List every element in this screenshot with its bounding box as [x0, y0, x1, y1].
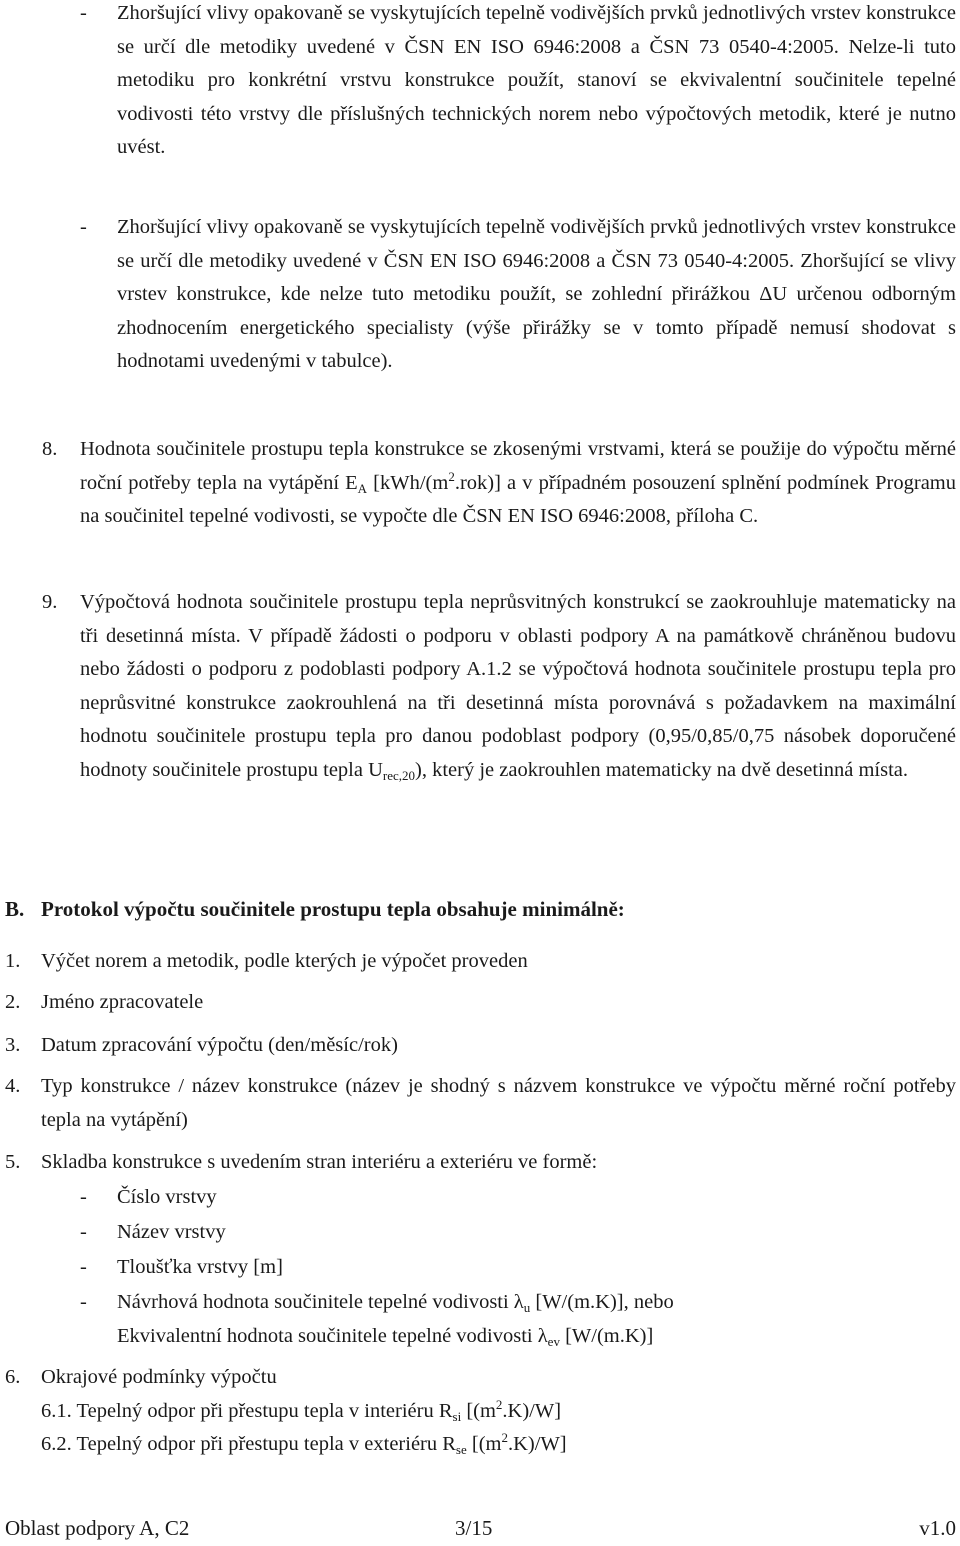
subscript: rec,20 [382, 767, 416, 783]
text-run: .K)/W] [502, 1400, 562, 1422]
superscript: 2 [448, 468, 455, 484]
numbered-paragraph-8 [0, 433, 956, 534]
text-run: [W/(m.K)], nebo [530, 1291, 674, 1313]
dash-marker: - [80, 1256, 87, 1278]
sub-list-item [41, 1395, 561, 1429]
footer-program-label: Oblast podpory A, C2 [5, 1516, 190, 1540]
paragraph-text [80, 433, 956, 534]
section-marker: B. [5, 897, 25, 921]
page-number: 3/15 [455, 1516, 493, 1540]
text-run: [kWh/(m [367, 471, 449, 494]
item-text: Okrajové podmínky výpočtu [41, 1366, 277, 1388]
bullet-paragraph [0, 0, 956, 165]
dash-marker: - [80, 1186, 87, 1208]
bullet-paragraph [0, 211, 956, 379]
subscript: si [452, 1409, 462, 1424]
list-item [0, 1361, 956, 1395]
text-run: [(m [461, 1400, 496, 1422]
list-item [0, 1070, 956, 1137]
text-run: ), který je zaokrouhlen matematicky na dvě desetinná místa. [415, 758, 908, 781]
sub-list-item [41, 1428, 567, 1462]
text-run: 6.1. Tepelný odpor při přestupu tepla v interiéru R [41, 1400, 453, 1422]
numbered-paragraph-9 [0, 586, 956, 787]
text-run: Výpočtová hodnota součinitele prostupu tepla neprůsvitných konstrukcí se zaokrouhluje matematicky na tři desetinná místa. V případě žádosti o podporu v oblasti podpory A na památkově chráněnou budovu nebo žádosti o podporu z podoblasti podpory A.1.2 se výpočtová hodnota součinitele prostupu tepla pro neprůsvitné konstrukce zaokrouhlená na tři desetinná místa porovnává s požadavkem na maximální hodnotu součinitele prostupu tepla pro danou podoblast podpory (0,95/0,85/0,75 násobek doporučené hodnoty součinitele prostupu tepla U [80, 591, 956, 781]
text-run: Ekvivalentní hodnota součinitele tepelné vodivosti λ [117, 1324, 548, 1347]
text-run: [W/(m.K)] [559, 1324, 654, 1347]
list-item [0, 986, 956, 1020]
sub-item-text [117, 1286, 956, 1353]
subscript: A [357, 480, 368, 496]
paragraph-number: 8. [42, 438, 58, 460]
sub-list-item [0, 1251, 956, 1285]
document-version: v1.0 [919, 1516, 956, 1540]
subscript: se [455, 1442, 467, 1457]
dash-marker: - [80, 1221, 87, 1243]
item-number: 3. [5, 1034, 21, 1056]
list-item [0, 945, 956, 979]
text-run: 6.2. Tepelný odpor při přestupu tepla v exteriéru R [41, 1433, 456, 1455]
sub-list-item [0, 1216, 956, 1250]
paragraph-text [80, 586, 956, 787]
item-text: Skladba konstrukce s uvedením stran interiéru a exteriéru ve formě: [41, 1151, 598, 1173]
dash-marker: - [80, 2, 87, 24]
page-footer [0, 1512, 960, 1542]
paragraph-text: Zhoršující vlivy opakovaně se vyskytujících tepelně vodivějších prvků jednotlivých vrstev konstrukce se určí dle metodiky uvedené v ČSN EN ISO 6946:2008 a ČSN 73 0540-4:2005. Nelze-li tuto metodiku pro konkrétní vrstvu konstrukce použít, stanoví se ekvivalentní součinitele tepelné vodivosti této vrstvy dle příslušných technických norem nebo výpočtových metodik, které je nutno uvést. [117, 2, 956, 158]
item-number: 2. [5, 991, 21, 1013]
item-text: Typ konstrukce / název konstrukce (název je shodný s názvem konstrukce ve výpočtu měrné roční potřeby tepla na vytápění) [41, 1075, 956, 1131]
superscript: 2 [501, 1430, 508, 1445]
subscript: ev [547, 1333, 560, 1349]
paragraph-number: 9. [42, 591, 58, 613]
paragraph-text: Zhoršující vlivy opakovaně se vyskytujících tepelně vodivějších prvků jednotlivých vrstev konstrukce se určí dle metodiky uvedené v ČSN EN ISO 6946:2008 a ČSN 73 0540-4:2005. Zhoršující se vlivy vrstev konstrukce, kde nelze tuto metodiku použít, se zohlední přirážkou ΔU určenou odborným zhodnocením energetického specialisty (výše přirážky se v tomto případě nemusí shodovat s hodnotami uvedenými v tabulce). [117, 216, 956, 372]
item-number: 4. [5, 1075, 21, 1097]
dash-marker: - [80, 1291, 87, 1313]
text-run: [(m [466, 1433, 502, 1455]
item-number: 6. [5, 1366, 21, 1388]
text-run: .K)/W] [508, 1433, 567, 1455]
text-run: .rok)] a v případném posouzení splnění podmínek Programu na součinitel tepelné vodivosti, se vypočte dle ČSN EN ISO 6946:2008, příloha C. [80, 471, 956, 527]
item-number: 5. [5, 1151, 21, 1173]
text-run: Hodnota součinitele prostupu tepla konstrukce se zkosenými vrstvami, která se použije do výpočtu měrné roční potřeby tepla na vytápění E [80, 438, 956, 494]
sub-item-text: Tloušťka vrstvy [m] [117, 1256, 283, 1278]
text-run: Návrhová hodnota součinitele tepelné vodivosti λ [117, 1291, 524, 1313]
superscript: 2 [495, 1397, 503, 1412]
item-text: Datum zpracování výpočtu (den/měsíc/rok) [41, 1034, 398, 1056]
sub-item-text: Název vrstvy [117, 1221, 226, 1243]
sub-list-item [0, 1181, 956, 1215]
subscript: u [523, 1300, 531, 1315]
list-item [0, 1029, 956, 1063]
item-text: Výčet norem a metodik, podle kterých je výpočet proveden [41, 950, 528, 972]
sub-item-text: Číslo vrstvy [117, 1186, 217, 1208]
item-text: Jméno zpracovatele [41, 991, 204, 1013]
list-item [0, 1146, 956, 1180]
section-heading [5, 893, 625, 927]
item-number: 1. [5, 950, 21, 972]
section-title: Protokol výpočtu součinitele prostupu tepla obsahuje minimálně: [41, 897, 625, 921]
sub-list-item [0, 1286, 956, 1353]
dash-marker: - [80, 216, 87, 238]
